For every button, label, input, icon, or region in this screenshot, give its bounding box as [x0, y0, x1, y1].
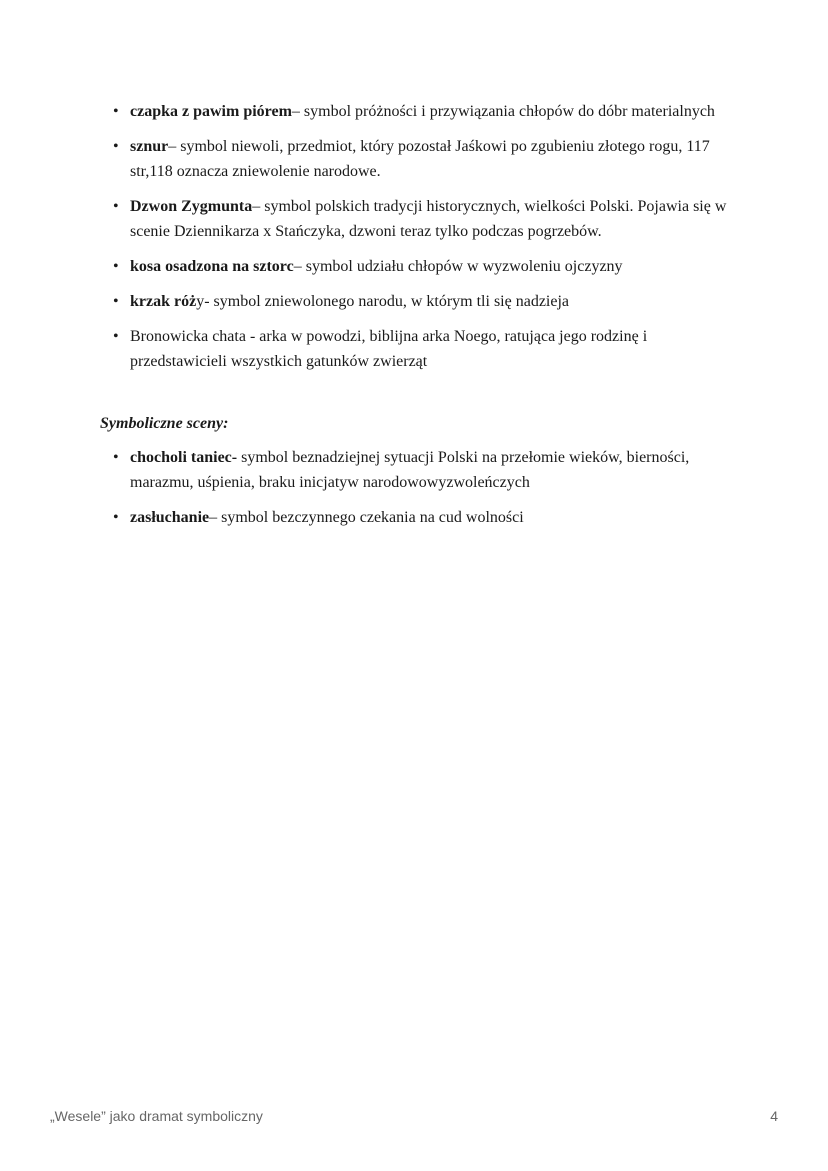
item-text: y- symbol zniewolonego narodu, w którym tli się nadzieja	[196, 293, 570, 310]
section-heading: Symboliczne sceny:	[100, 415, 229, 432]
page-number: 4	[770, 1108, 778, 1124]
list-item	[100, 254, 740, 279]
item-text: – symbol niewoli, przedmiot, który pozostał Jaśkowi po zgubieniu złotego rogu, 117 str,118 oznacza zniewolenie narodowe.	[130, 138, 710, 180]
list-item	[100, 445, 740, 495]
list-item	[100, 505, 740, 530]
item-term: Dzwon Zygmunta	[130, 198, 253, 215]
bullet-icon: •	[113, 328, 119, 345]
scenes-list	[100, 445, 740, 540]
item-text: – symbol polskich tradycji historycznych, wielkości Polski. Pojawia się w scenie Dziennikarza x Stańczyka, dzwoni teraz tylko podczas pogrzebów.	[130, 198, 727, 240]
item-text: Bronowicka chata - arka w powodzi, biblijna arka Noego, ratująca jego rodzinę i przedstawicieli wszystkich gatunków zwierząt	[130, 328, 648, 370]
bullet-icon: •	[113, 103, 119, 120]
item-text: – symbol bezczynnego czekania na cud wolności	[209, 509, 524, 526]
item-term: kosa osadzona na sztorc	[130, 258, 294, 275]
bullet-icon: •	[113, 509, 119, 526]
item-text: – symbol próżności i przywiązania chłopów do dóbr materialnych	[291, 103, 715, 120]
item-term: czapka z pawim piórem	[130, 103, 292, 120]
bullet-icon: •	[113, 138, 119, 155]
bullet-icon: •	[113, 449, 119, 466]
symbols-list	[100, 99, 740, 384]
item-text: symbol beznadziejnej sytuacji Polski na przełomie wieków, bierności, marazmu, uśpienia, braku inicjatyw narodowowyzwoleńczych	[130, 449, 690, 491]
list-item	[100, 134, 740, 184]
list-item	[100, 289, 740, 314]
item-text: – symbol udziału chłopów w wyzwoleniu ojczyzny	[293, 258, 623, 275]
item-term: chocholi taniec-	[130, 449, 238, 466]
bullet-icon: •	[113, 293, 119, 310]
item-term: krzak róż	[130, 293, 197, 310]
bullet-icon: •	[113, 198, 119, 215]
item-term: sznur	[130, 138, 169, 155]
list-item	[100, 194, 740, 244]
bullet-icon: •	[113, 258, 119, 275]
list-item	[100, 324, 740, 374]
list-item	[100, 99, 740, 124]
item-term: zasłuchanie	[130, 509, 210, 526]
footer-title: „Wesele” jako dramat symboliczny	[50, 1108, 263, 1124]
